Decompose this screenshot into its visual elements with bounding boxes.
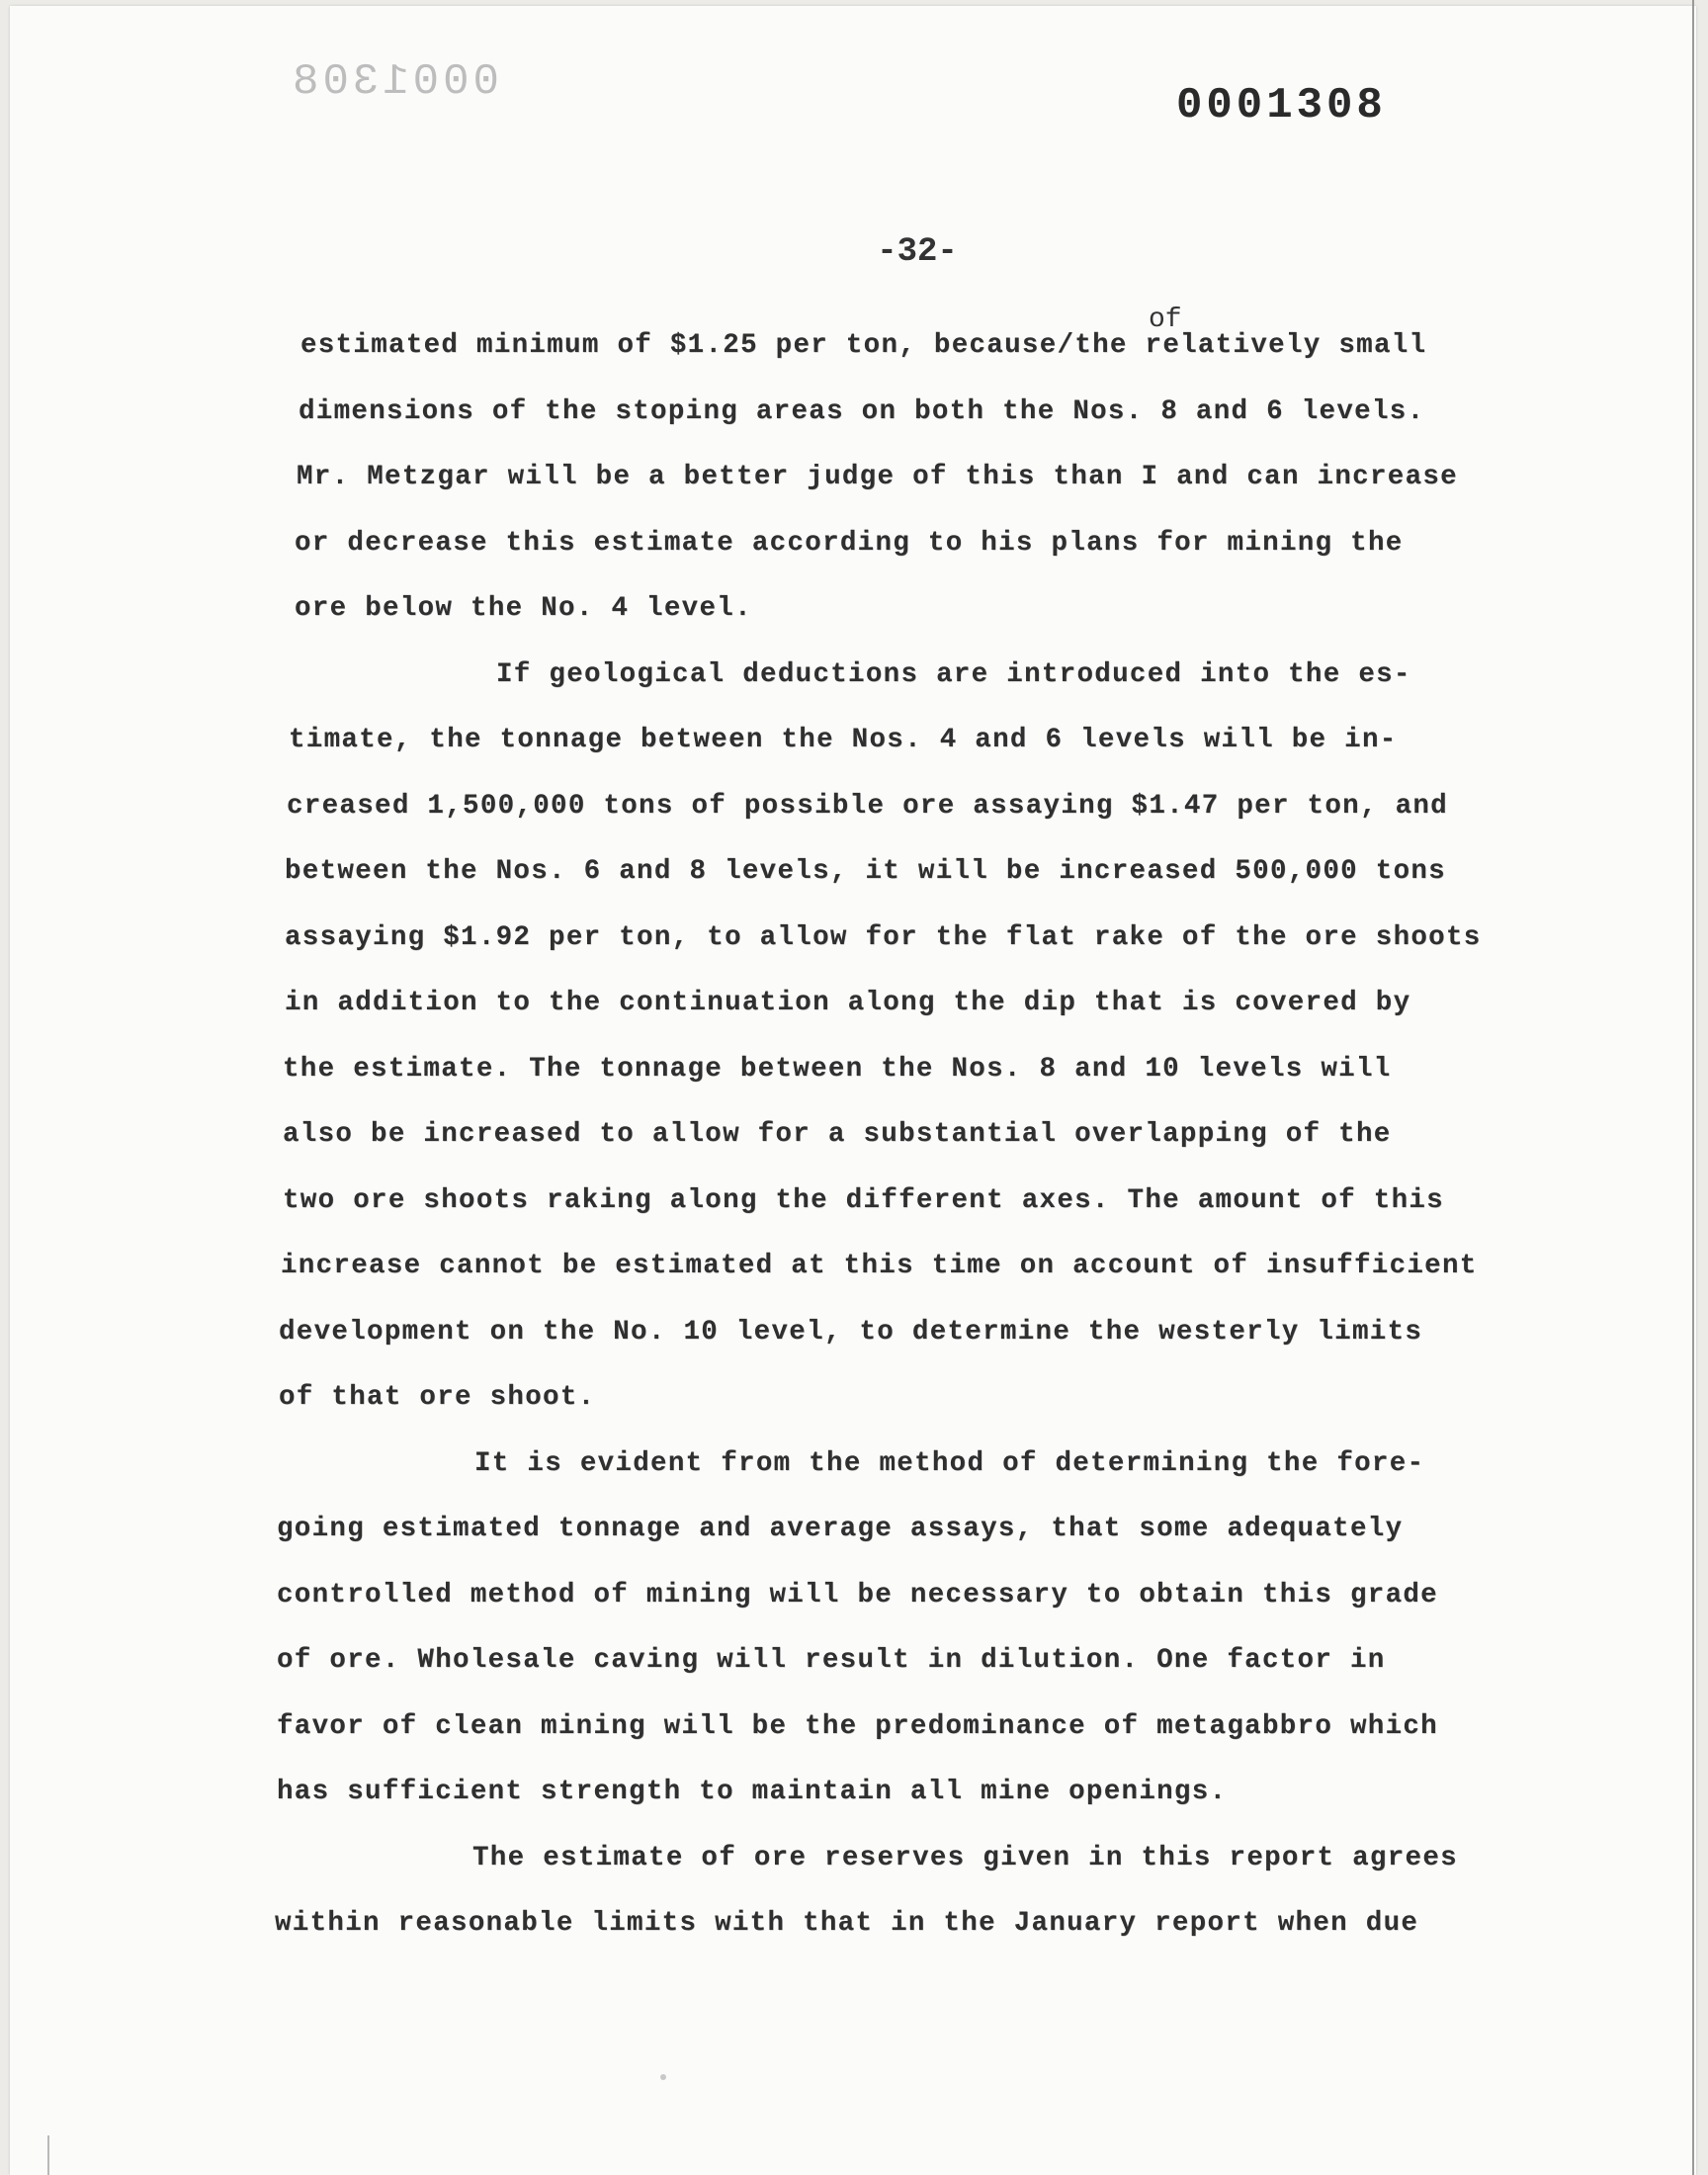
handwritten-insertion: of: [1149, 304, 1182, 335]
text-line: favor of clean mining will be the predominance of metagabbro which: [277, 1710, 1438, 1742]
bleed-through-stamp: 0001308: [289, 57, 499, 107]
text-line: Mr. Metzgar will be a better judge of this than I and can increase: [297, 462, 1458, 492]
text-line: going estimated tonnage and average assays, that some adequately: [277, 1514, 1404, 1544]
text-line: of that ore shoot.: [279, 1382, 596, 1413]
page-edge: [1692, 0, 1694, 2175]
text-line: controlled method of mining will be necessary to obtain this grade: [277, 1579, 1438, 1610]
text-line: also be increased to allow for a substantial overlapping of the: [283, 1119, 1392, 1150]
text-line: assaying $1.92 per ton, to allow for the flat rake of the ore shoots: [285, 921, 1482, 953]
paragraph-1: [279, 330, 1653, 659]
text-line: If geological deductions are introduced into the es-: [496, 658, 1411, 690]
text-line: timate, the tonnage between the Nos. 4 and 6 levels will be in-: [289, 725, 1398, 755]
text-line: in addition to the continuation along the dip that is covered by: [285, 988, 1411, 1018]
paragraph-2: [279, 659, 1653, 1448]
document-body: [275, 330, 1653, 1974]
text-line: between the Nos. 6 and 8 levels, it will be increased 500,000 tons: [285, 856, 1446, 887]
text-line: or decrease this estimate according to his plans for mining the: [295, 527, 1404, 559]
text-line: within reasonable limits with that in the January report when due: [275, 1908, 1419, 1939]
text-line: the estimate. The tonnage between the Nos. 8 and 10 levels will: [283, 1053, 1392, 1085]
text-line: creased 1,500,000 tons of possible ore assaying $1.47 per ton, and: [287, 790, 1448, 822]
text-line: of ore. Wholesale caving will result in dilution. One factor in: [277, 1645, 1386, 1676]
paragraph-4: [275, 1842, 1653, 1974]
paragraph-3: [279, 1448, 1653, 1843]
text-line: has sufficient strength to maintain all mine openings.: [277, 1777, 1228, 1807]
text-line: development on the No. 10 level, to determine the westerly limits: [279, 1316, 1423, 1348]
text-line: It is evident from the method of determining the fore-: [474, 1447, 1425, 1479]
paper-speck: [660, 2074, 666, 2080]
text-line: estimated minimum of $1.25 per ton, because/the relatively small: [300, 330, 1427, 361]
text-line: dimensions of the stoping areas on both the Nos. 8 and 6 levels.: [299, 395, 1425, 427]
text-line: The estimate of ore reserves given in this report agrees: [472, 1842, 1458, 1873]
text-line: ore below the No. 4 level.: [295, 593, 752, 624]
text-line: increase cannot be estimated at this time on account of insufficient: [281, 1251, 1478, 1281]
document-stamp-number: 0001308: [1176, 81, 1387, 130]
page-number: -32-: [877, 233, 958, 271]
text-line: two ore shoots raking along the different axes. The amount of this: [283, 1184, 1444, 1216]
page-edge-left: [47, 2135, 49, 2175]
